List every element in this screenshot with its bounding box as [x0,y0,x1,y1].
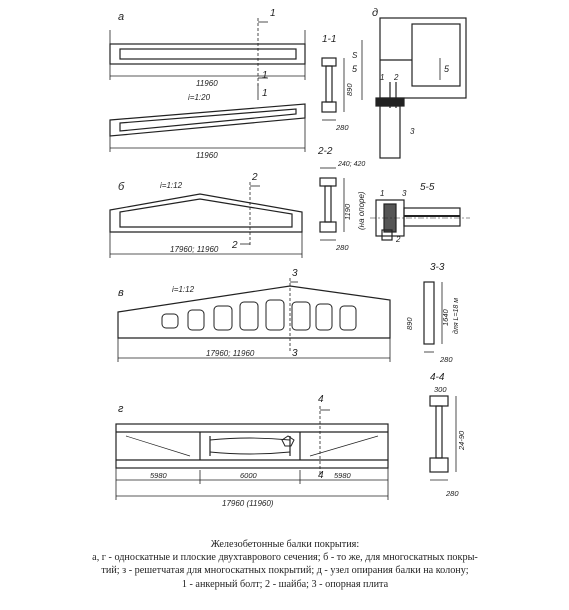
caption-line-3: 1 - анкерный болт; 2 - шайба; 3 - опорная плита [181,578,389,590]
slope-a2: i=1:20 [188,93,211,102]
node-label-3: 3 [410,127,415,136]
caption-line-2: тий; з - решетчатая для многоскатных покрытий; д - узел опирания балки на колону; [101,565,469,577]
dim-g-seg1: 5980 [150,471,167,480]
section-3-3 [424,282,442,352]
mark-3-bottom: 3 [292,348,298,359]
mark-5-left: 5 [352,64,358,74]
mark-4-top: 4 [318,394,324,405]
dim-len-b: 17960; 11960 [170,245,219,254]
dim-g-seg3: 5980 [334,471,351,480]
mark-3-top: 3 [292,268,298,279]
dim-s33-h2: для L=18 м [453,297,460,334]
dim-s44-h: 24-90 [457,430,466,450]
node-label-5-2: 2 [396,235,401,244]
letter-g: г [118,403,124,415]
node-s-mark: S [352,51,358,60]
dim-g-seg2: 6000 [240,471,257,480]
section-5-5 [370,200,470,240]
dim-len-g: 17960 (11960) [222,499,274,508]
node-label-2: 2 [394,73,399,82]
node-label-5-1: 1 [380,189,385,198]
dim-s33-h: 1640 [441,309,450,326]
node-label-1: 1 [380,73,385,82]
support-node-d [362,18,466,158]
title-1-1: 1-1 [322,34,337,45]
mark-4-bottom: 4 [318,470,324,481]
figure-caption [20,538,550,591]
section-4-4 [430,396,456,480]
caption-title: Железобетонные балки покрытия: [210,539,360,550]
dim-s11-h: 890 [345,83,354,96]
title-2-2: 2-2 [318,146,333,157]
dim-s33-h3: 890 [405,317,414,330]
dim-s11-w: 280 [336,123,349,132]
mark-1-bottom: 1 [262,70,268,81]
title-5-5: 5-5 [420,182,435,193]
dim-s33-w: 280 [440,355,453,364]
dim-s22-w: 280 [336,243,349,252]
node-label-5-3: 3 [402,189,407,198]
caption-line-1: а, г - односкатные и плоские двухтаврового сечения; б - то же, для многоскатных покры- [92,552,478,564]
mark-2-top: 2 [252,172,258,183]
dim-s44-w: 280 [446,489,459,498]
slope-v: i=1:12 [172,285,195,294]
dim-s22-h: 1190 [343,203,352,220]
dim-s22-note: (на опоре) [357,191,366,230]
letter-d: д [372,7,379,19]
dim-s22-top: 240; 420 [338,161,366,168]
section-1-1 [322,58,344,120]
beam-a-top [110,18,305,88]
letter-a: а [118,11,125,23]
mark-5-right: 5 [444,64,450,74]
letter-b: б [118,181,125,193]
slope-b: i=1:12 [160,181,183,190]
mark-1-top: 1 [270,8,276,19]
beam-g [116,406,388,500]
letter-v: в [118,287,124,299]
dim-len-a2: 11960 [196,151,218,160]
mark-2-bottom: 2 [232,240,238,251]
section-2-2 [320,168,344,240]
title-3-3: 3-3 [430,262,445,273]
title-4-4: 4-4 [430,372,445,383]
dim-len-v: 17960; 11960 [206,349,255,358]
dim-len-a1: 11960 [196,79,218,88]
mark-1-lower: 1 [262,88,268,99]
dim-s44-top: 300 [434,385,447,394]
